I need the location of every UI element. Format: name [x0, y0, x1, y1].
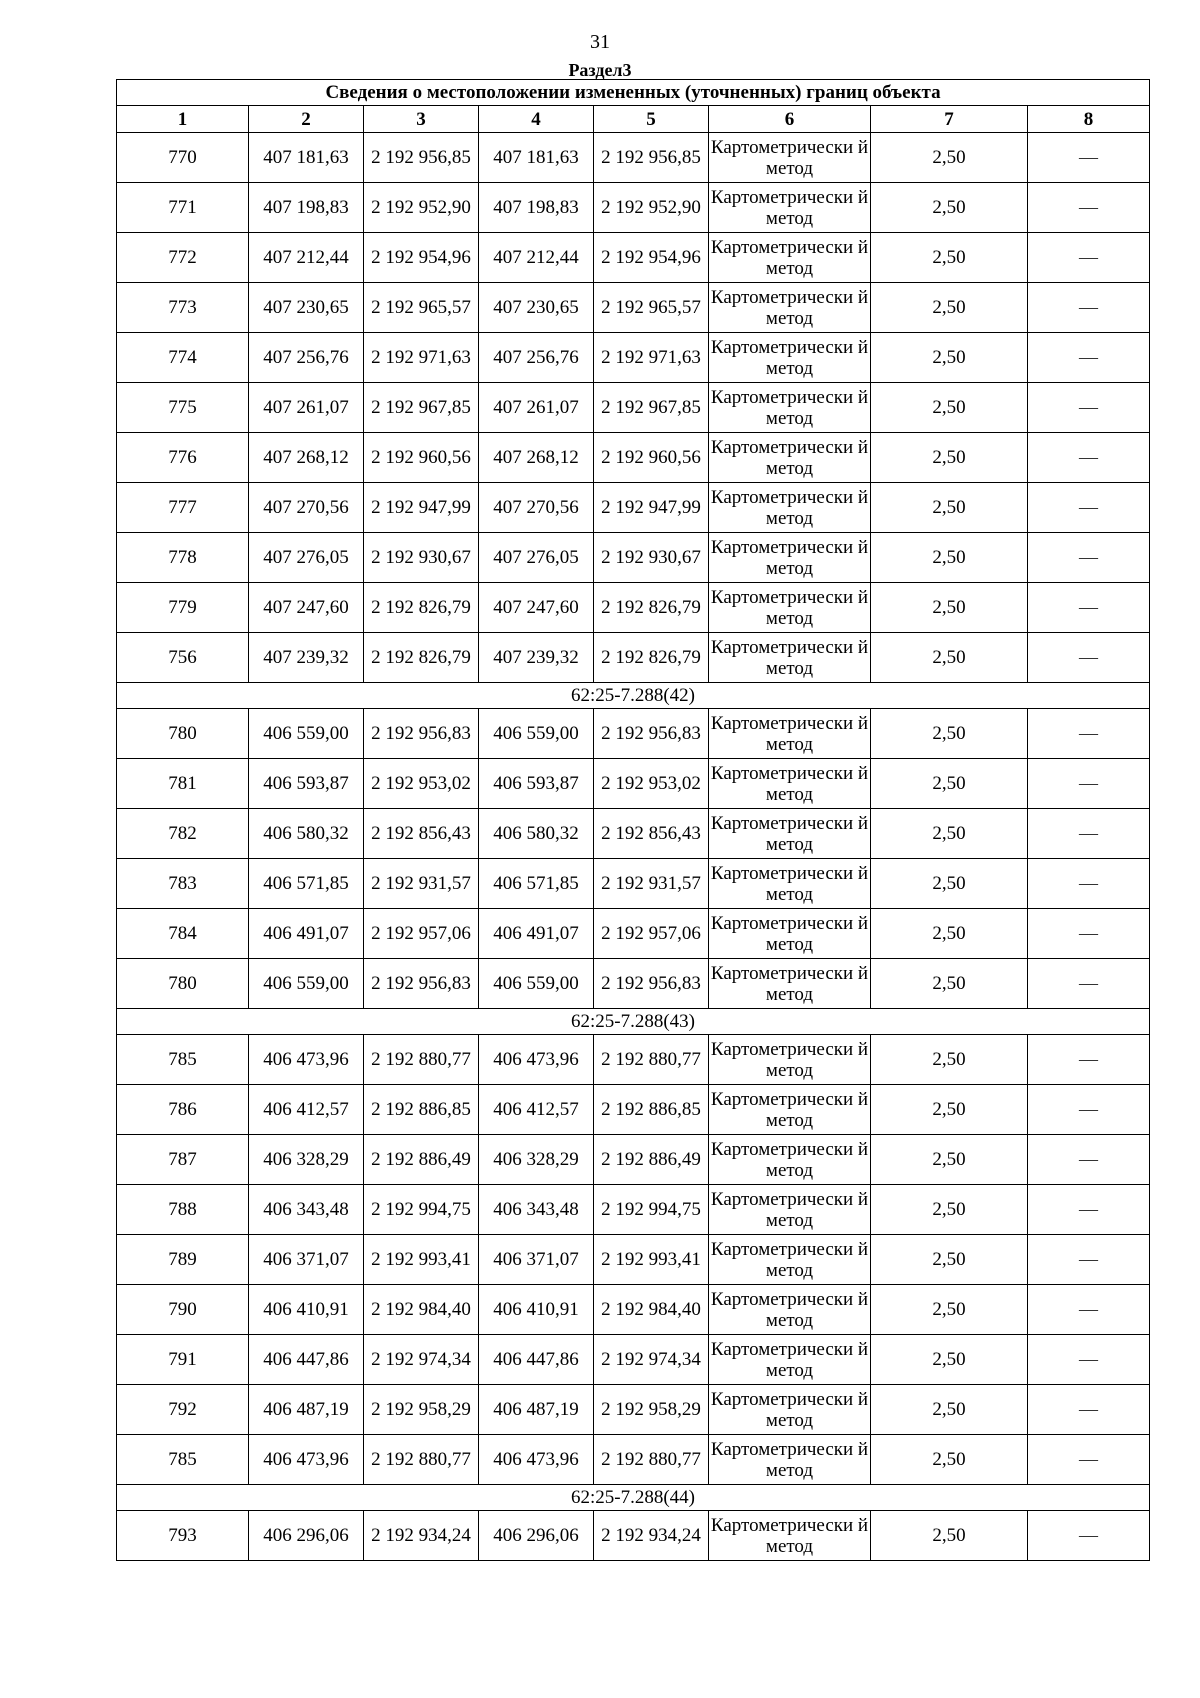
x-existing-cell: 407 268,12	[249, 433, 364, 483]
column-number-8: 8	[1028, 106, 1150, 133]
y-existing-cell: 2 192 953,02	[364, 759, 479, 809]
description-cell: —	[1028, 1035, 1150, 1085]
y-existing-cell: 2 192 954,96	[364, 233, 479, 283]
y-existing-cell: 2 192 956,85	[364, 133, 479, 183]
point-number-cell: 774	[117, 333, 249, 383]
y-new-cell: 2 192 953,02	[594, 759, 709, 809]
y-new-cell: 2 192 856,43	[594, 809, 709, 859]
description-cell: —	[1028, 1285, 1150, 1335]
y-new-cell: 2 192 954,96	[594, 233, 709, 283]
y-existing-cell: 2 192 956,83	[364, 959, 479, 1009]
y-new-cell: 2 192 956,83	[594, 709, 709, 759]
y-existing-cell: 2 192 956,83	[364, 709, 479, 759]
point-number-cell: 787	[117, 1135, 249, 1185]
description-cell: —	[1028, 633, 1150, 683]
y-new-cell: 2 192 984,40	[594, 1285, 709, 1335]
description-cell: —	[1028, 709, 1150, 759]
description-cell: —	[1028, 959, 1150, 1009]
point-number-cell: 786	[117, 1085, 249, 1135]
accuracy-cell: 2,50	[871, 1435, 1028, 1485]
y-new-cell: 2 192 994,75	[594, 1185, 709, 1235]
description-cell: —	[1028, 333, 1150, 383]
x-existing-cell: 407 181,63	[249, 133, 364, 183]
x-existing-cell: 406 412,57	[249, 1085, 364, 1135]
accuracy-cell: 2,50	[871, 859, 1028, 909]
accuracy-cell: 2,50	[871, 633, 1028, 683]
table-row	[117, 383, 1150, 433]
point-number-cell: 791	[117, 1335, 249, 1385]
method-cell: Картометрически й метод	[709, 183, 871, 233]
x-existing-cell: 407 270,56	[249, 483, 364, 533]
accuracy-cell: 2,50	[871, 1511, 1028, 1561]
x-new-cell: 407 239,32	[479, 633, 594, 683]
column-number-row	[117, 106, 1150, 133]
x-existing-cell: 407 239,32	[249, 633, 364, 683]
accuracy-cell: 2,50	[871, 583, 1028, 633]
group-label-row	[117, 1009, 1150, 1035]
y-new-cell: 2 192 880,77	[594, 1035, 709, 1085]
x-existing-cell: 406 473,96	[249, 1435, 364, 1485]
y-existing-cell: 2 192 886,49	[364, 1135, 479, 1185]
accuracy-cell: 2,50	[871, 809, 1028, 859]
accuracy-cell: 2,50	[871, 383, 1028, 433]
column-number-7: 7	[871, 106, 1028, 133]
x-existing-cell: 406 343,48	[249, 1185, 364, 1235]
x-new-cell: 406 491,07	[479, 909, 594, 959]
description-cell: —	[1028, 133, 1150, 183]
point-number-cell: 778	[117, 533, 249, 583]
method-cell: Картометрически й метод	[709, 859, 871, 909]
method-cell: Картометрически й метод	[709, 1085, 871, 1135]
method-cell: Картометрически й метод	[709, 809, 871, 859]
method-cell: Картометрически й метод	[709, 583, 871, 633]
table-row	[117, 959, 1150, 1009]
description-cell: —	[1028, 483, 1150, 533]
description-cell: —	[1028, 1085, 1150, 1135]
y-existing-cell: 2 192 952,90	[364, 183, 479, 233]
table-row	[117, 1135, 1150, 1185]
description-cell: —	[1028, 583, 1150, 633]
boundary-coordinates-table	[116, 79, 1150, 1561]
table-row	[117, 1235, 1150, 1285]
table-row	[117, 1085, 1150, 1135]
x-existing-cell: 407 247,60	[249, 583, 364, 633]
method-cell: Картометрически й метод	[709, 1035, 871, 1085]
y-new-cell: 2 192 965,57	[594, 283, 709, 333]
x-new-cell: 406 487,19	[479, 1385, 594, 1435]
accuracy-cell: 2,50	[871, 1035, 1028, 1085]
y-new-cell: 2 192 971,63	[594, 333, 709, 383]
point-number-cell: 780	[117, 959, 249, 1009]
point-number-cell: 775	[117, 383, 249, 433]
table-row	[117, 333, 1150, 383]
method-cell: Картометрически й метод	[709, 633, 871, 683]
x-new-cell: 406 593,87	[479, 759, 594, 809]
table-caption: Сведения о местоположении измененных (уточненных) границ объекта	[117, 80, 1150, 106]
method-cell: Картометрически й метод	[709, 233, 871, 283]
table-row	[117, 633, 1150, 683]
page-number: 31	[590, 31, 610, 53]
y-existing-cell: 2 192 958,29	[364, 1385, 479, 1435]
method-cell: Картометрически й метод	[709, 433, 871, 483]
method-cell: Картометрически й метод	[709, 533, 871, 583]
point-number-cell: 770	[117, 133, 249, 183]
y-new-cell: 2 192 958,29	[594, 1385, 709, 1435]
table-row	[117, 533, 1150, 583]
point-number-cell: 777	[117, 483, 249, 533]
x-existing-cell: 406 487,19	[249, 1385, 364, 1435]
description-cell: —	[1028, 1435, 1150, 1485]
y-existing-cell: 2 192 957,06	[364, 909, 479, 959]
x-existing-cell: 406 571,85	[249, 859, 364, 909]
y-existing-cell: 2 192 931,57	[364, 859, 479, 909]
point-number-cell: 781	[117, 759, 249, 809]
group-label: 62:25-7.288(42)	[117, 683, 1150, 709]
method-cell: Картометрически й метод	[709, 1511, 871, 1561]
table-row	[117, 483, 1150, 533]
y-existing-cell: 2 192 974,34	[364, 1335, 479, 1385]
x-new-cell: 406 447,86	[479, 1335, 594, 1385]
y-existing-cell: 2 192 965,57	[364, 283, 479, 333]
y-existing-cell: 2 192 880,77	[364, 1435, 479, 1485]
accuracy-cell: 2,50	[871, 333, 1028, 383]
accuracy-cell: 2,50	[871, 233, 1028, 283]
point-number-cell: 779	[117, 583, 249, 633]
y-existing-cell: 2 192 984,40	[364, 1285, 479, 1335]
y-existing-cell: 2 192 947,99	[364, 483, 479, 533]
column-number-4: 4	[479, 106, 594, 133]
column-number-6: 6	[709, 106, 871, 133]
method-cell: Картометрически й метод	[709, 383, 871, 433]
table-row	[117, 583, 1150, 633]
table-row	[117, 183, 1150, 233]
description-cell: —	[1028, 1511, 1150, 1561]
description-cell: —	[1028, 283, 1150, 333]
x-new-cell: 406 371,07	[479, 1235, 594, 1285]
accuracy-cell: 2,50	[871, 1335, 1028, 1385]
x-existing-cell: 406 371,07	[249, 1235, 364, 1285]
x-existing-cell: 406 296,06	[249, 1511, 364, 1561]
method-cell: Картометрически й метод	[709, 759, 871, 809]
x-existing-cell: 406 328,29	[249, 1135, 364, 1185]
table-row	[117, 709, 1150, 759]
x-new-cell: 406 571,85	[479, 859, 594, 909]
y-new-cell: 2 192 952,90	[594, 183, 709, 233]
method-cell: Картометрически й метод	[709, 1435, 871, 1485]
x-existing-cell: 407 261,07	[249, 383, 364, 433]
y-existing-cell: 2 192 826,79	[364, 583, 479, 633]
point-number-cell: 789	[117, 1235, 249, 1285]
table-row	[117, 133, 1150, 183]
description-cell: —	[1028, 433, 1150, 483]
x-existing-cell: 406 580,32	[249, 809, 364, 859]
y-existing-cell: 2 192 994,75	[364, 1185, 479, 1235]
description-cell: —	[1028, 1335, 1150, 1385]
accuracy-cell: 2,50	[871, 1085, 1028, 1135]
accuracy-cell: 2,50	[871, 709, 1028, 759]
y-new-cell: 2 192 886,49	[594, 1135, 709, 1185]
table-row	[117, 283, 1150, 333]
x-new-cell: 407 261,07	[479, 383, 594, 433]
point-number-cell: 788	[117, 1185, 249, 1235]
accuracy-cell: 2,50	[871, 483, 1028, 533]
x-existing-cell: 406 491,07	[249, 909, 364, 959]
accuracy-cell: 2,50	[871, 133, 1028, 183]
y-new-cell: 2 192 934,24	[594, 1511, 709, 1561]
accuracy-cell: 2,50	[871, 1185, 1028, 1235]
point-number-cell: 776	[117, 433, 249, 483]
accuracy-cell: 2,50	[871, 1385, 1028, 1435]
point-number-cell: 785	[117, 1435, 249, 1485]
x-existing-cell: 407 276,05	[249, 533, 364, 583]
table-row	[117, 1035, 1150, 1085]
method-cell: Картометрически й метод	[709, 1185, 871, 1235]
table-row	[117, 1185, 1150, 1235]
y-existing-cell: 2 192 934,24	[364, 1511, 479, 1561]
description-cell: —	[1028, 183, 1150, 233]
y-new-cell: 2 192 886,85	[594, 1085, 709, 1135]
method-cell: Картометрически й метод	[709, 959, 871, 1009]
description-cell: —	[1028, 383, 1150, 433]
x-new-cell: 407 212,44	[479, 233, 594, 283]
description-cell: —	[1028, 1385, 1150, 1435]
method-cell: Картометрически й метод	[709, 333, 871, 383]
table-row	[117, 809, 1150, 859]
x-new-cell: 407 230,65	[479, 283, 594, 333]
description-cell: —	[1028, 1185, 1150, 1235]
y-new-cell: 2 192 956,85	[594, 133, 709, 183]
y-existing-cell: 2 192 880,77	[364, 1035, 479, 1085]
description-cell: —	[1028, 233, 1150, 283]
x-new-cell: 407 256,76	[479, 333, 594, 383]
y-existing-cell: 2 192 856,43	[364, 809, 479, 859]
y-existing-cell: 2 192 886,85	[364, 1085, 479, 1135]
x-new-cell: 407 198,83	[479, 183, 594, 233]
x-new-cell: 406 473,96	[479, 1035, 594, 1085]
x-existing-cell: 406 410,91	[249, 1285, 364, 1335]
point-number-cell: 780	[117, 709, 249, 759]
table-row	[117, 909, 1150, 959]
table-row	[117, 433, 1150, 483]
table-row	[117, 233, 1150, 283]
accuracy-cell: 2,50	[871, 1285, 1028, 1335]
x-new-cell: 406 410,91	[479, 1285, 594, 1335]
x-existing-cell: 406 559,00	[249, 959, 364, 1009]
x-existing-cell: 406 473,96	[249, 1035, 364, 1085]
section-title: Раздел3	[568, 60, 632, 80]
y-new-cell: 2 192 930,67	[594, 533, 709, 583]
accuracy-cell: 2,50	[871, 433, 1028, 483]
point-number-cell: 784	[117, 909, 249, 959]
x-new-cell: 407 181,63	[479, 133, 594, 183]
accuracy-cell: 2,50	[871, 959, 1028, 1009]
y-new-cell: 2 192 974,34	[594, 1335, 709, 1385]
x-new-cell: 406 296,06	[479, 1511, 594, 1561]
description-cell: —	[1028, 533, 1150, 583]
table-caption-row	[117, 80, 1150, 106]
accuracy-cell: 2,50	[871, 283, 1028, 333]
method-cell: Картометрически й метод	[709, 909, 871, 959]
y-new-cell: 2 192 880,77	[594, 1435, 709, 1485]
method-cell: Картометрически й метод	[709, 283, 871, 333]
point-number-cell: 772	[117, 233, 249, 283]
x-new-cell: 406 473,96	[479, 1435, 594, 1485]
accuracy-cell: 2,50	[871, 1135, 1028, 1185]
column-number-2: 2	[249, 106, 364, 133]
column-number-5: 5	[594, 106, 709, 133]
description-cell: —	[1028, 859, 1150, 909]
table-row	[117, 1385, 1150, 1435]
point-number-cell: 783	[117, 859, 249, 909]
x-existing-cell: 407 198,83	[249, 183, 364, 233]
x-existing-cell: 406 593,87	[249, 759, 364, 809]
accuracy-cell: 2,50	[871, 183, 1028, 233]
x-new-cell: 407 270,56	[479, 483, 594, 533]
table-row	[117, 1335, 1150, 1385]
method-cell: Картометрически й метод	[709, 133, 871, 183]
point-number-cell: 771	[117, 183, 249, 233]
x-new-cell: 407 276,05	[479, 533, 594, 583]
y-new-cell: 2 192 960,56	[594, 433, 709, 483]
point-number-cell: 793	[117, 1511, 249, 1561]
accuracy-cell: 2,50	[871, 759, 1028, 809]
method-cell: Картометрически й метод	[709, 1285, 871, 1335]
y-existing-cell: 2 192 993,41	[364, 1235, 479, 1285]
description-cell: —	[1028, 909, 1150, 959]
x-new-cell: 407 247,60	[479, 583, 594, 633]
group-label: 62:25-7.288(43)	[117, 1009, 1150, 1035]
method-cell: Картометрически й метод	[709, 709, 871, 759]
x-existing-cell: 407 256,76	[249, 333, 364, 383]
x-existing-cell: 407 230,65	[249, 283, 364, 333]
group-label-row	[117, 683, 1150, 709]
point-number-cell: 756	[117, 633, 249, 683]
y-new-cell: 2 192 826,79	[594, 583, 709, 633]
column-number-3: 3	[364, 106, 479, 133]
accuracy-cell: 2,50	[871, 1235, 1028, 1285]
group-label: 62:25-7.288(44)	[117, 1485, 1150, 1511]
y-new-cell: 2 192 956,83	[594, 959, 709, 1009]
method-cell: Картометрически й метод	[709, 1135, 871, 1185]
y-existing-cell: 2 192 960,56	[364, 433, 479, 483]
method-cell: Картометрически й метод	[709, 483, 871, 533]
y-new-cell: 2 192 826,79	[594, 633, 709, 683]
table-row	[117, 1435, 1150, 1485]
table-row	[117, 1511, 1150, 1561]
method-cell: Картометрически й метод	[709, 1385, 871, 1435]
description-cell: —	[1028, 809, 1150, 859]
x-existing-cell: 406 559,00	[249, 709, 364, 759]
y-existing-cell: 2 192 930,67	[364, 533, 479, 583]
y-existing-cell: 2 192 971,63	[364, 333, 479, 383]
x-new-cell: 406 559,00	[479, 959, 594, 1009]
description-cell: —	[1028, 1235, 1150, 1285]
x-new-cell: 406 580,32	[479, 809, 594, 859]
accuracy-cell: 2,50	[871, 533, 1028, 583]
column-number-1: 1	[117, 106, 249, 133]
point-number-cell: 782	[117, 809, 249, 859]
table-body	[117, 80, 1150, 1561]
y-new-cell: 2 192 993,41	[594, 1235, 709, 1285]
method-cell: Картометрически й метод	[709, 1235, 871, 1285]
x-new-cell: 407 268,12	[479, 433, 594, 483]
y-existing-cell: 2 192 967,85	[364, 383, 479, 433]
point-number-cell: 773	[117, 283, 249, 333]
table-row	[117, 759, 1150, 809]
y-new-cell: 2 192 931,57	[594, 859, 709, 909]
x-new-cell: 406 343,48	[479, 1185, 594, 1235]
method-cell: Картометрически й метод	[709, 1335, 871, 1385]
y-new-cell: 2 192 967,85	[594, 383, 709, 433]
description-cell: —	[1028, 759, 1150, 809]
x-new-cell: 406 559,00	[479, 709, 594, 759]
x-new-cell: 406 328,29	[479, 1135, 594, 1185]
table-row	[117, 859, 1150, 909]
point-number-cell: 790	[117, 1285, 249, 1335]
y-existing-cell: 2 192 826,79	[364, 633, 479, 683]
point-number-cell: 792	[117, 1385, 249, 1435]
y-new-cell: 2 192 947,99	[594, 483, 709, 533]
point-number-cell: 785	[117, 1035, 249, 1085]
group-label-row	[117, 1485, 1150, 1511]
y-new-cell: 2 192 957,06	[594, 909, 709, 959]
x-new-cell: 406 412,57	[479, 1085, 594, 1135]
description-cell: —	[1028, 1135, 1150, 1185]
accuracy-cell: 2,50	[871, 909, 1028, 959]
x-existing-cell: 406 447,86	[249, 1335, 364, 1385]
x-existing-cell: 407 212,44	[249, 233, 364, 283]
table-row	[117, 1285, 1150, 1335]
